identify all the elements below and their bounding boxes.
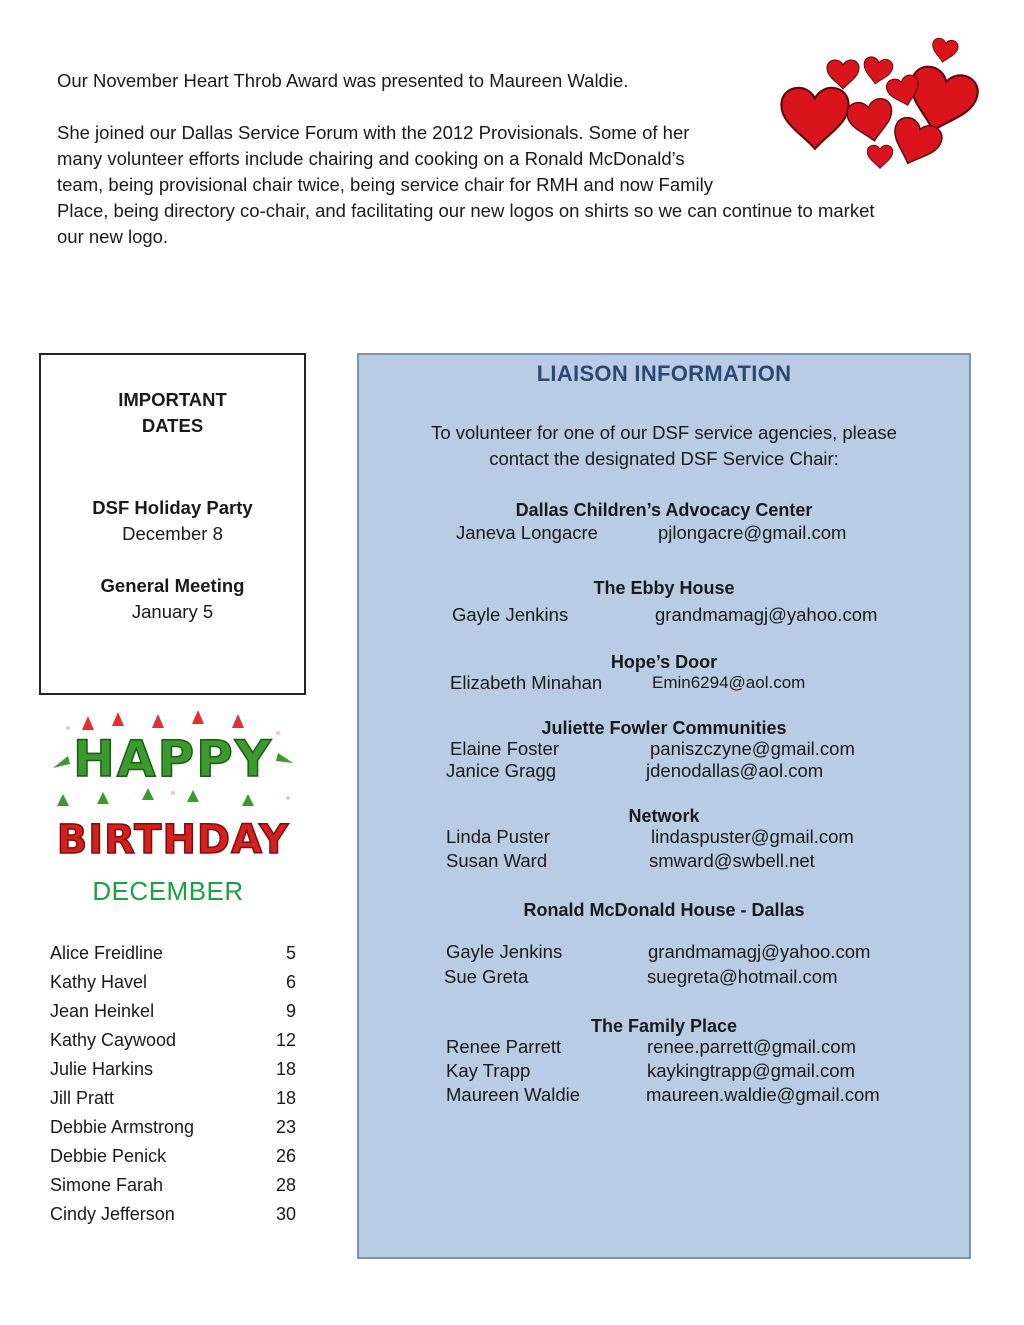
contact-person: Linda Puster: [446, 826, 550, 847]
important-dates-box: [39, 353, 306, 695]
birthday-word: BIRTHDAY: [56, 817, 290, 863]
birthday-day: 18: [275, 1088, 296, 1108]
contact-person: Renee Parrett: [446, 1036, 562, 1057]
agency-name: Hope’s Door: [610, 652, 718, 672]
birthday-month: DECEMBER: [92, 876, 244, 906]
contact-email: grandmamagj@yahoo.com: [655, 604, 878, 625]
list-item: [50, 1027, 296, 1056]
birthday-day: 23: [275, 1117, 296, 1137]
agency-hopes-door: [359, 650, 969, 693]
list-item: [50, 1143, 296, 1172]
award-paragraph-line: our new logo.: [57, 226, 169, 247]
birthday-name: Jean Heinkel: [50, 1001, 155, 1021]
list-item: [50, 1201, 296, 1230]
birthday-name: Simone Farah: [50, 1175, 164, 1195]
event-date: December 8: [122, 523, 223, 544]
contact-person: Janeva Longacre: [456, 522, 598, 543]
contact-email: Emin6294@aol.com: [652, 673, 806, 692]
liaison-panel: [357, 353, 971, 1259]
happy-word: HAPPY: [72, 730, 274, 788]
award-paragraph-line: many volunteer efforts include chairing and cooking on a Ronald McDonald’s: [57, 148, 685, 169]
agency-family-place: [359, 1014, 969, 1105]
birthday-name: Jill Pratt: [50, 1088, 115, 1108]
award-paragraph-line: team, being provisional chair twice, being service chair for RMH and now Family: [57, 174, 713, 195]
agency-dcac: [359, 498, 969, 543]
contact-person: Susan Ward: [446, 850, 548, 871]
event-holiday-party: [41, 495, 304, 547]
title-line: DATES: [141, 415, 204, 436]
intro-line: To volunteer for one of our DSF service agencies, please: [431, 422, 897, 443]
birthday-name: Cindy Jefferson: [50, 1204, 175, 1224]
contact-person: Janice Gragg: [446, 760, 557, 781]
birthday-name: Debbie Penick: [50, 1146, 167, 1166]
contact-person: Gayle Jenkins: [452, 604, 569, 625]
intro-line: contact the designated DSF Service Chair:: [489, 448, 839, 469]
event-general-meeting: [41, 573, 304, 625]
agency-ronald-mcdonald-house: [359, 898, 969, 987]
list-item: [50, 1172, 296, 1201]
event-name: DSF Holiday Party: [92, 497, 253, 518]
agency-name: The Family Place: [590, 1016, 738, 1036]
hearts-icon: [775, 36, 990, 176]
title-line: IMPORTANT: [118, 389, 227, 410]
contact-email: maureen.waldie@gmail.com: [646, 1084, 880, 1105]
award-paragraph-line: Place, being directory co-chair, and facilitating our new logos on shirts so we can continue to market: [57, 200, 875, 221]
agency-name: Ronald McDonald House - Dallas: [523, 900, 805, 920]
contact-person: Sue Greta: [444, 966, 529, 987]
important-dates-title: [41, 387, 304, 439]
list-item: [50, 969, 296, 998]
event-name: General Meeting: [100, 575, 245, 596]
contact-email: renee.parrett@gmail.com: [647, 1036, 857, 1057]
birthday-day: 26: [275, 1146, 296, 1166]
contact-person: Elizabeth Minahan: [450, 672, 603, 693]
list-item: [50, 1085, 296, 1114]
contact-email: smward@swbell.net: [649, 850, 815, 871]
award-line: Our November Heart Throb Award was presented to Maureen Waldie.: [57, 70, 629, 91]
birthday-name: Debbie Armstrong: [50, 1117, 195, 1137]
agency-name: Dallas Children’s Advocacy Center: [515, 500, 813, 520]
agency-ebby-house: [359, 576, 969, 625]
award-paragraph-line: She joined our Dallas Service Forum with the 2012 Provisionals. Some of her: [57, 122, 690, 143]
liaison-title: LIAISON INFORMATION: [536, 361, 792, 386]
birthday-day: 28: [275, 1175, 296, 1195]
agency-name: Network: [628, 806, 700, 826]
agency-name: Juliette Fowler Communities: [541, 718, 787, 738]
contact-person: Kay Trapp: [446, 1060, 531, 1081]
list-item: [50, 940, 296, 969]
event-date: January 5: [131, 601, 214, 622]
birthday-day: 30: [275, 1204, 296, 1224]
contact-person: Elaine Foster: [450, 738, 559, 759]
liaison-intro: [359, 420, 969, 472]
contact-email: suegreta@hotmail.com: [647, 966, 838, 987]
list-item: [50, 998, 296, 1027]
birthday-name: Julie Harkins: [50, 1059, 154, 1079]
birthday-day: 6: [285, 972, 296, 992]
happy-birthday-icon: [48, 708, 298, 868]
birthday-name: Alice Freidline: [50, 943, 164, 963]
contact-email: jdenodallas@aol.com: [646, 760, 824, 781]
birthday-name: Kathy Caywood: [50, 1030, 177, 1050]
birthday-day: 18: [275, 1059, 296, 1079]
agency-name: The Ebby House: [593, 578, 735, 598]
contact-email: lindaspuster@gmail.com: [651, 826, 854, 847]
birthday-name: Kathy Havel: [50, 972, 148, 992]
contact-email: paniszczyne@gmail.com: [650, 738, 855, 759]
birthday-day: 9: [285, 1001, 296, 1021]
agency-juliette-fowler: [359, 716, 969, 781]
birthday-day: 5: [285, 943, 296, 963]
list-item: [50, 1056, 296, 1085]
birthday-list: [50, 940, 296, 1230]
contact-email: kaykingtrapp@gmail.com: [647, 1060, 855, 1081]
contact-person: Gayle Jenkins: [446, 941, 563, 962]
agency-network: [359, 804, 969, 871]
list-item: [50, 1114, 296, 1143]
birthday-day: 12: [275, 1030, 296, 1050]
contact-email: pjlongacre@gmail.com: [658, 522, 847, 543]
contact-person: Maureen Waldie: [446, 1084, 581, 1105]
contact-email: grandmamagj@yahoo.com: [648, 941, 871, 962]
